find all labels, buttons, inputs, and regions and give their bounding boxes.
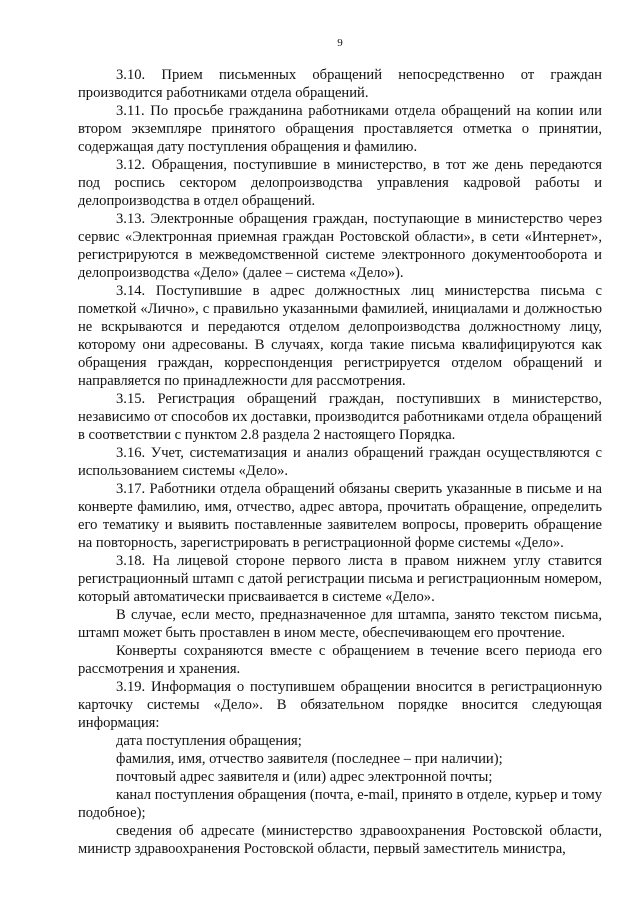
paragraph-3-15: 3.15. Регистрация обращений граждан, поступивших в министерство, независимо от способов их доставки, производится работниками отдела обращений в соответствии с пунктом 2.8 раздела 2 настоящего Порядка.: [78, 391, 602, 443]
list-item-channel: канал поступления обращения (почта, e-mail, принято в отделе, курьер и тому подобное);: [78, 787, 602, 821]
paragraph-stamp-placement: В случае, если место, предназначенное для штампа, занято текстом письма, штамп может быть проставлен в ином месте, обеспечивающем его прочтение.: [78, 607, 602, 641]
paragraph-3-18: 3.18. На лицевой стороне первого листа в правом нижнем углу ставится регистрационный штамп с датой регистрации письма и регистрационным номером, который автоматически присваивается в системе «Дело».: [78, 553, 602, 605]
paragraph-3-12: 3.12. Обращения, поступившие в министерство, в тот же день передаются под роспись сектором делопроизводства управления кадровой работы и делопроизводства в отдел обращений.: [78, 157, 602, 209]
paragraph-3-10: 3.10. Прием письменных обращений непосредственно от граждан производится работниками отдела обращений.: [78, 67, 602, 101]
paragraph-3-16: 3.16. Учет, систематизация и анализ обращений граждан осуществляются с использованием системы «Дело».: [78, 445, 602, 479]
paragraph-3-17: 3.17. Работники отдела обращений обязаны сверить указанные в письме и на конверте фамилию, имя, отчество, адрес автора, прочитать обращение, определить его тематику и выявить поставленные заявителем вопросы, проверить обращение на повторность, зарегистрировать в регистрационной форме системы «Дело».: [78, 481, 602, 551]
list-item-full-name: фамилия, имя, отчество заявителя (последнее – при наличии);: [116, 751, 503, 767]
paragraph-3-14: 3.14. Поступившие в адрес должностных лиц министерства письма с пометкой «Лично», с правильно указанными фамилией, инициалами и должностью не вскрываются и передаются отделом делопроизводства должностному лицу, которому они адресованы. В случаях, когда такие письма квалифицируются как обращения граждан, корреспонденция регистрируется отделом обращений и направляется по принадлежности для рассмотрения.: [78, 283, 602, 389]
document-body: [78, 66, 602, 858]
paragraph-envelopes: Конверты сохраняются вместе с обращением в течение всего периода его рассмотрения и хранения.: [78, 643, 602, 677]
list-item-addressee: сведения об адресате (министерство здравоохранения Ростовской области, министр здравоохранения Ростовской области, первый заместитель министра,: [78, 823, 602, 857]
list-item-date: дата поступления обращения;: [116, 733, 302, 749]
paragraph-3-11: 3.11. По просьбе гражданина работниками отдела обращений на копии или втором экземпляре принятого обращения проставляется отметка о принятии, содержащая дату поступления обращения и фамилию.: [78, 103, 602, 155]
list-item-address: почтовый адрес заявителя и (или) адрес электронной почты;: [116, 769, 493, 785]
page-number: 9: [337, 37, 343, 49]
paragraph-3-19: 3.19. Информация о поступившем обращении вносится в регистрационную карточку системы «Дело». В обязательном порядке вносится следующая информация:: [78, 679, 602, 731]
paragraph-3-13: 3.13. Электронные обращения граждан, поступающие в министерство через сервис «Электронная приемная граждан Ростовской области», в сети «Интернет», регистрируются в межведомственной системе электронного документооборота и делопроизводства «Дело» (далее – система «Дело»).: [78, 211, 602, 281]
